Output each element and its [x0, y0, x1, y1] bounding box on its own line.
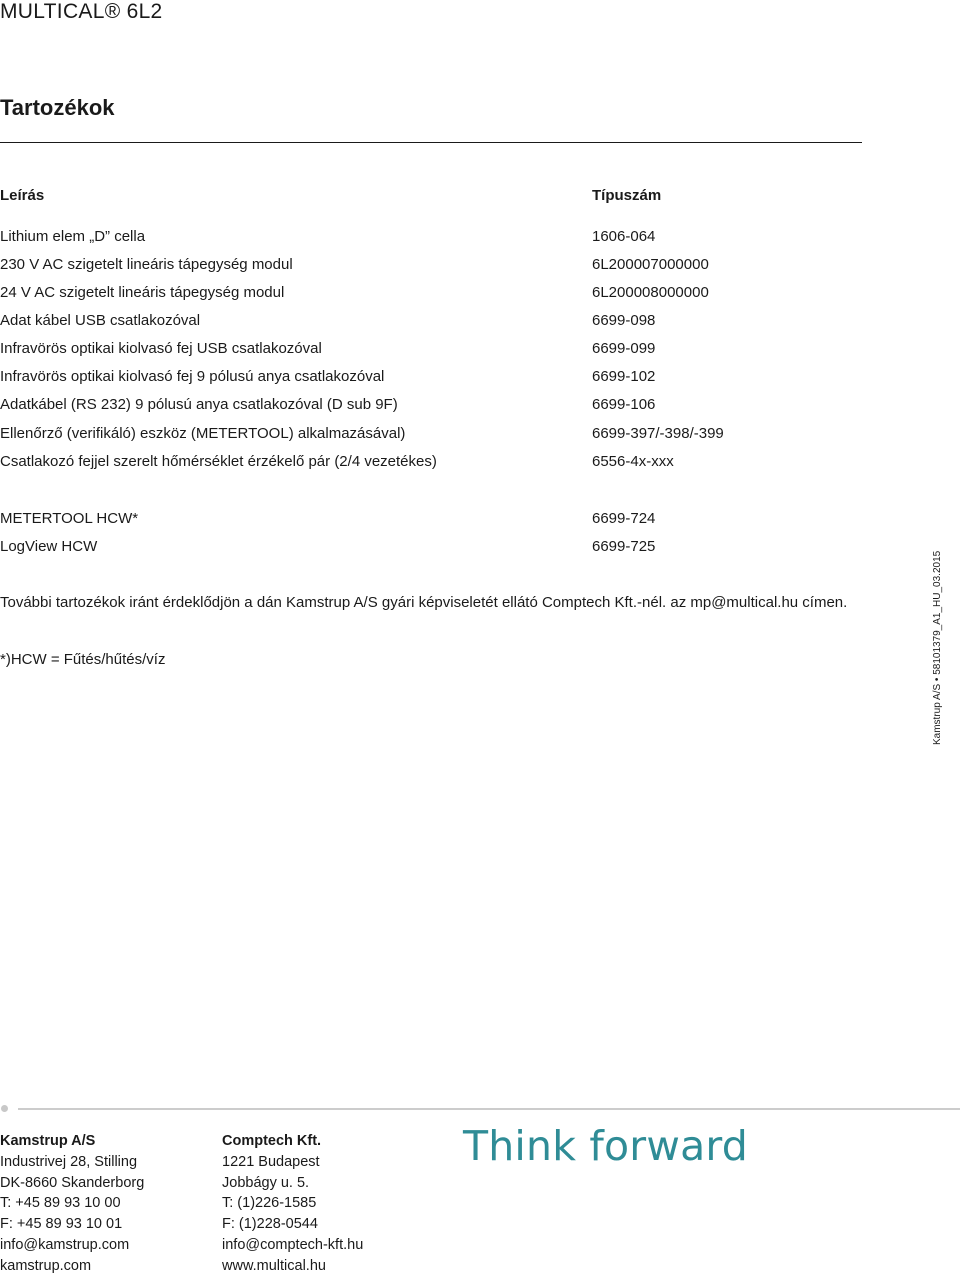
row-description: Adat kábel USB csatlakozóval [0, 312, 201, 329]
phone: T: (1)226-1585 [222, 1195, 317, 1212]
row-description: 24 V AC szigetelt lineáris tápegység modul [0, 284, 285, 301]
row-description: Csatlakozó fejjel szerelt hőmérséklet érzékelő pár (2/4 vezetékes) [0, 453, 437, 470]
row-description: Adatkábel (RS 232) 9 pólusú anya csatlakozóval (D sub 9F) [0, 396, 398, 413]
table-row [0, 256, 900, 284]
title-divider [0, 142, 862, 143]
street: Industrivej 28, Stilling [0, 1153, 138, 1170]
row-type-number: 6699-725 [592, 538, 656, 555]
row-type-number: 6699-099 [592, 340, 656, 357]
slogan-logo: Think forward [463, 1122, 748, 1170]
row-type-number: 6699-724 [592, 510, 656, 527]
email-link[interactable]: info@comptech-kft.hu [222, 1236, 364, 1253]
table-row [0, 368, 900, 396]
row-description: Infravörös optikai kiolvasó fej 9 pólusú anya csatlakozóval [0, 368, 385, 385]
footnote: *)HCW = Fűtés/hűtés/víz [0, 651, 166, 668]
row-description: Ellenőrző (verifikáló) eszköz (METERTOOL) alkalmazásával) [0, 425, 406, 442]
company-name: Comptech Kft. [222, 1133, 322, 1149]
phone: T: +45 89 93 10 00 [0, 1195, 121, 1212]
column-header-description: Leírás [0, 187, 45, 204]
table-row [0, 228, 900, 256]
row-type-number: 6699-397/-398/-399 [592, 425, 724, 442]
contact-note: További tartozékok iránt érdeklődjön a dán Kamstrup A/S gyári képviseletét ellátó Comptech Kft.-nél. az mp@multical.hu címen. [0, 594, 848, 611]
row-type-number: 6L200007000000 [592, 256, 709, 273]
email-link[interactable]: info@kamstrup.com [0, 1236, 130, 1253]
row-description: METERTOOL HCW* [0, 510, 139, 527]
website-link[interactable]: kamstrup.com [0, 1257, 92, 1274]
table-row [0, 425, 900, 453]
website-link[interactable]: www.multical.hu [222, 1257, 326, 1274]
table-row [0, 510, 900, 538]
row-type-number: 6699-102 [592, 368, 656, 385]
table-row [0, 340, 900, 368]
footer-dot [1, 1105, 8, 1112]
row-description: LogView HCW [0, 538, 98, 555]
row-type-number: 6556-4x-xxx [592, 453, 674, 470]
row-type-number: 6699-106 [592, 396, 656, 413]
fax: F: +45 89 93 10 01 [0, 1216, 123, 1233]
comptech-address [222, 1131, 363, 1277]
table-row [0, 538, 900, 566]
fax: F: (1)228-0544 [222, 1216, 318, 1233]
city: 1221 Budapest [222, 1153, 320, 1170]
product-title: MULTICAL® 6L2 [0, 0, 163, 23]
table-row [0, 453, 900, 481]
street: Jobbágy u. 5. [222, 1174, 310, 1191]
row-type-number: 1606-064 [592, 228, 656, 245]
row-type-number: 6L200008000000 [592, 284, 709, 301]
row-description: Infravörös optikai kiolvasó fej USB csatlakozóval [0, 340, 322, 357]
table-row [0, 396, 900, 424]
column-header-type-number: Típuszám [592, 187, 662, 204]
row-type-number: 6699-098 [592, 312, 656, 329]
row-description: 230 V AC szigetelt lineáris tápegység modul [0, 256, 293, 273]
row-description: Lithium elem „D” cella [0, 228, 146, 245]
footer-divider [18, 1108, 960, 1110]
section-title: Tartozékok [0, 95, 115, 120]
table-row [0, 284, 900, 312]
city: DK-8660 Skanderborg [0, 1174, 145, 1191]
kamstrup-address [0, 1131, 144, 1277]
company-name: Kamstrup A/S [0, 1133, 96, 1149]
table-row [0, 312, 900, 340]
document-reference: Kamstrup A/S • 58101379_A1_HU_03.2015 [932, 550, 943, 745]
